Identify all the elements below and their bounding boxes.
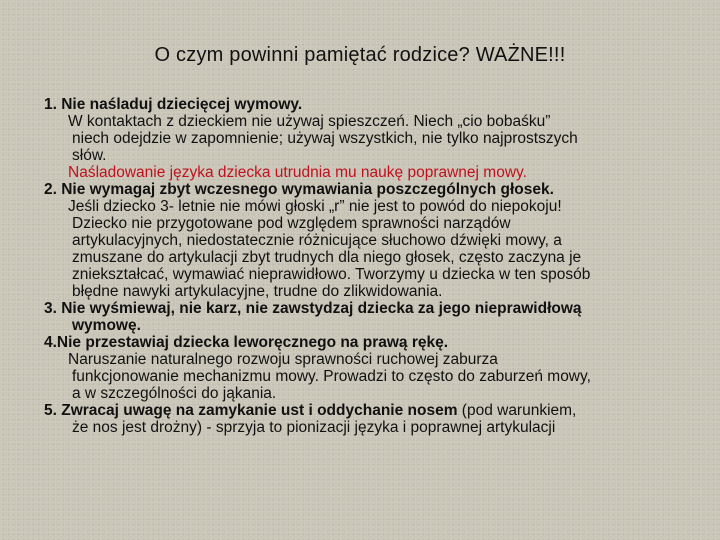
- point-1-heading: 1. Nie naśladuj dziecięcej wymowy.: [44, 96, 303, 113]
- point-4-line-1: Naruszanie naturalnego rozwoju sprawności ruchowej zaburza: [68, 351, 498, 368]
- point-1-highlight: Naśladowanie języka dziecka utrudnia mu naukę poprawnej mowy.: [68, 164, 527, 181]
- slide-content: [44, 96, 684, 436]
- point-2-line-3: artykulacyjnych, niedostatecznie różnicujące słuchowo dźwięki mowy, a: [72, 232, 562, 249]
- point-5-line-1: że nos jest drożny) - sprzyja to pionizacji języka i poprawnej artykulacji: [72, 419, 556, 436]
- point-4: [44, 334, 684, 402]
- point-5-heading: 5. Zwracaj uwagę na zamykanie ust i oddychanie nosem: [44, 402, 458, 419]
- point-5: [44, 402, 684, 436]
- point-3: [44, 300, 684, 334]
- point-2-line-5: zniekształcać, wymawiać nieprawidłowo. Tworzymy u dziecka w ten sposób: [72, 266, 591, 283]
- point-1-line-1: W kontaktach z dzieckiem nie używaj spieszczeń. Niech „cio bobaśku”: [68, 113, 551, 130]
- point-1: [44, 96, 684, 181]
- point-2-line-6: błędne nawyki artykulacyjne, trudne do zlikwidowania.: [72, 283, 443, 300]
- point-1-line-2: niech odejdzie w zapomnienie; używaj wszystkich, nie tylko najprostszych: [72, 130, 578, 147]
- slide-title: O czym powinni pamiętać rodzice? WAŻNE!!!: [154, 44, 566, 66]
- point-4-heading: 4.Nie przestawiaj dziecka leworęcznego na prawą rękę.: [44, 334, 449, 351]
- point-5-heading-row: [44, 402, 684, 419]
- point-2-line-1: Jeśli dziecko 3- letnie nie mówi głoski „r” nie jest to powód do niepokoju!: [68, 198, 562, 215]
- point-2: [44, 181, 684, 300]
- point-2-line-2: Dziecko nie przygotowane pod względem sprawności narządów: [72, 215, 511, 232]
- point-4-line-3: a w szczególności do jąkania.: [72, 385, 277, 402]
- point-3-heading-cont: wymowę.: [72, 317, 141, 334]
- point-4-line-2: funkcjonowanie mechanizmu mowy. Prowadzi to często do zaburzeń mowy,: [72, 368, 591, 385]
- point-3-heading: 3. Nie wyśmiewaj, nie karz, nie zawstydzaj dziecka za jego nieprawidłową: [44, 300, 582, 317]
- point-2-heading: 2. Nie wymagaj zbyt wczesnego wymawiania poszczególnych głosek.: [44, 181, 554, 198]
- point-1-line-3: słów.: [72, 147, 107, 164]
- point-2-line-4: zmuszane do artykulacji zbyt trudnych dla niego głosek, często zaczyna je: [72, 249, 582, 266]
- point-5-heading-tail: (pod warunkiem,: [457, 402, 577, 419]
